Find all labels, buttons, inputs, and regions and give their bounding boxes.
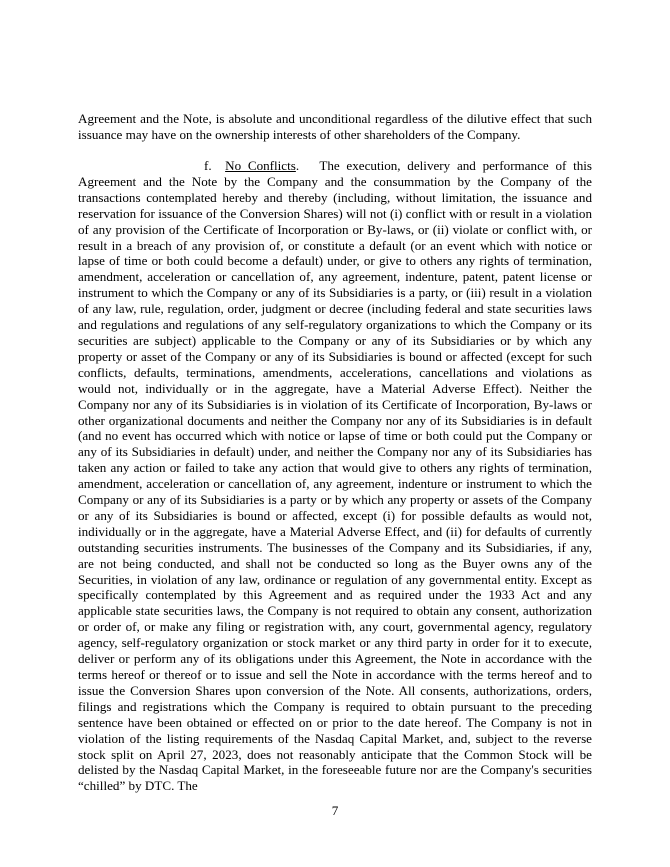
section-heading-punct: . bbox=[295, 158, 300, 173]
paragraph-continuation: Agreement and the Note, is absolute and unconditional regardless of the dilutive effect that such issuance may have on the ownership interests of other shareholders of the Company. bbox=[78, 111, 592, 142]
section-number: f. bbox=[204, 158, 212, 173]
section-body-text: The execution, delivery and performance of this Agreement and the Note by the Company and the consummation by the Company of the transactions contemplated hereby and thereby (including, without limitation, the issuance and reservation for issuance of the Conversion Shares) will not (i) conflict with or result in a violation of any provision of the Certificate of Incorporation or By-laws, or (ii) violate or conflict with, or result in a breach of any provision of, or constitute a default (or an event which with notice or lapse of time or both could become a default) under, or give to others any rights of termination, amendment, acceleration or cancellation of, any agreement, indenture, patent, patent license or instrument to which the Company or any of its Subsidiaries is a party, or (iii) result in a violation of any law, rule, regulation, order, judgment or decree (including federal and state securities laws and regulations and regulations of any self-regulatory organizations to which the Company or its securities are subject) applicable to the Company or any of its Subsidiaries or by which any property or asset of the Company or any of its Subsidiaries is bound or affected (except for such conflicts, defaults, terminations, amendments, accelerations, cancellations and violations as would not, individually or in the aggregate, have a Material Adverse Effect). Neither the Company nor any of its Subsidiaries is in violation of its Certificate of Incorporation, By-laws or other organizational documents and neither the Company nor any of its Subsidiaries is in default (and no event has occurred which with notice or lapse of time or both could put the Company or any of its Subsidiaries in default) under, and neither the Company nor any of its Subsidiaries has taken any action or failed to take any action that would give to others any rights of termination, amendment, acceleration or cancellation of, any agreement, indenture or instrument to which the Company or any of its Subsidiaries is a party or by which any property or assets of the Company or any of its Subsidiaries is bound or affected, except (i) for possible defaults as would not, individually or in the aggregate, have a Material Adverse Effect, and (ii) for defaults of currently outstanding securities instruments. The businesses of the Company and its Subsidiaries, if any, are not being conducted, and shall not be conducted so long as the Buyer owns any of the Securities, in violation of any law, ordinance or regulation of any governmental entity. Except as specifically contemplated by this Agreement and as required under the 1933 Act and any applicable state securities laws, the Company is not required to obtain any consent, authorization or order of, or make any filing or registration with, any court, governmental agency, regulatory agency, self-regulatory organization or stock market or any third party in order for it to execute, deliver or perform any of its obligations under this Agreement, the Note in accordance with the terms hereof or thereof or to issue and sell the Note in accordance with the terms hereof and to issue the Conversion Shares upon conversion of the Note. All consents, authorizations, orders, filings and registrations which the Company is required to obtain pursuant to the preceding sentence have been obtained or effected on or prior to the date hereof. The Company is not in violation of the listing requirements of the Nasdaq Capital Market, and, subject to the reverse stock split on April 27, 2023, does not reasonably anticipate that the Common Stock will be delisted by the Nasdaq Capital Market, in the foreseeable future nor are the Company's securities “chilled” by DTC. The bbox=[78, 158, 593, 794]
section-no-conflicts bbox=[78, 158, 592, 794]
section-heading: No Conflicts bbox=[225, 158, 296, 173]
page-number: 7 bbox=[331, 803, 339, 818]
